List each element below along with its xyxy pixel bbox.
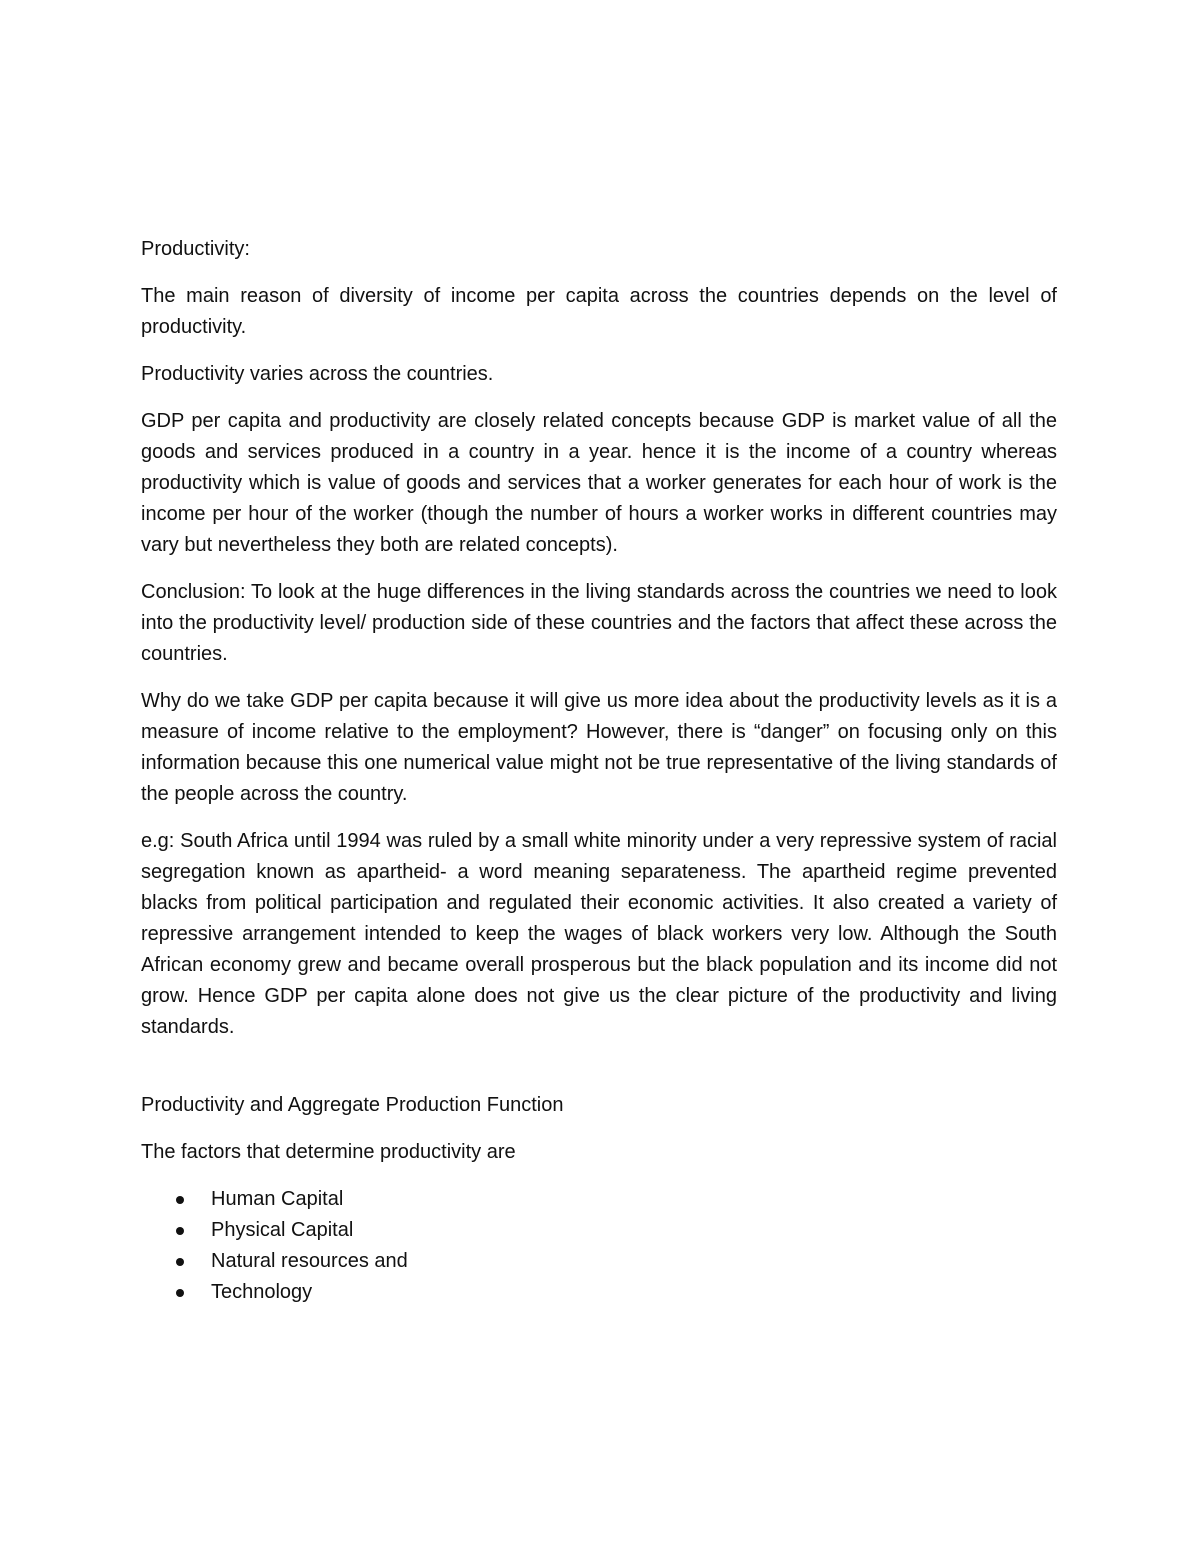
section-heading-aggregate-production: Productivity and Aggregate Production Function	[141, 1094, 564, 1116]
list-item	[141, 1277, 1057, 1308]
paragraph-why-gdp: Why do we take GDP per capita because it will give us more idea about the productivity levels as it is a measure of income relative to the employment? However, there is “danger” on focusing only on this information because this one numerical value might not be true representative of the living standards of the people across the country.	[141, 690, 1057, 805]
bullet-icon	[176, 1289, 184, 1297]
bullet-icon	[176, 1196, 184, 1204]
list-intro: The factors that determine productivity are	[141, 1141, 516, 1163]
paragraph-income-diversity: The main reason of diversity of income per capita across the countries depends on the level of productivity.	[141, 285, 1057, 338]
bullet-icon	[176, 1258, 184, 1266]
list-item	[141, 1246, 1057, 1277]
paragraph-gdp-productivity: GDP per capita and productivity are closely related concepts because GDP is market value of all the goods and services produced in a country in a year. hence it is the income of a country whereas productivity which is value of goods and services that a worker generates for each hour of work is the income per hour of the worker (though the number of hours a worker works in different countries may vary but nevertheless they both are related concepts).	[141, 410, 1057, 556]
spacer	[141, 1059, 1057, 1090]
list-item	[141, 1184, 1057, 1215]
bullet-icon	[176, 1227, 184, 1235]
list-item-label: Technology	[211, 1281, 313, 1303]
list-item-label: Physical Capital	[211, 1219, 354, 1241]
document-page	[141, 234, 1057, 1308]
list-item-label: Natural resources and	[211, 1250, 408, 1272]
factors-list	[141, 1184, 1057, 1308]
paragraph-conclusion: Conclusion: To look at the huge differences in the living standards across the countries we need to look into the productivity level/ production side of these countries and the factors that affect these across the countries.	[141, 581, 1057, 665]
paragraph-south-africa-example: e.g: South Africa until 1994 was ruled by a small white minority under a very repressive system of racial segregation known as apartheid- a word meaning separateness. The apartheid regime prevented blacks from political participation and regulated their economic activities. It also created a variety of repressive arrangement intended to keep the wages of black workers very low. Although the South African economy grew and became overall prosperous but the black population and its income did not grow. Hence GDP per capita alone does not give us the clear picture of the productivity and living standards.	[141, 830, 1057, 1038]
list-item-label: Human Capital	[211, 1188, 344, 1210]
paragraph-productivity-varies: Productivity varies across the countries.	[141, 363, 494, 385]
section-heading-productivity: Productivity:	[141, 238, 250, 260]
list-item	[141, 1215, 1057, 1246]
